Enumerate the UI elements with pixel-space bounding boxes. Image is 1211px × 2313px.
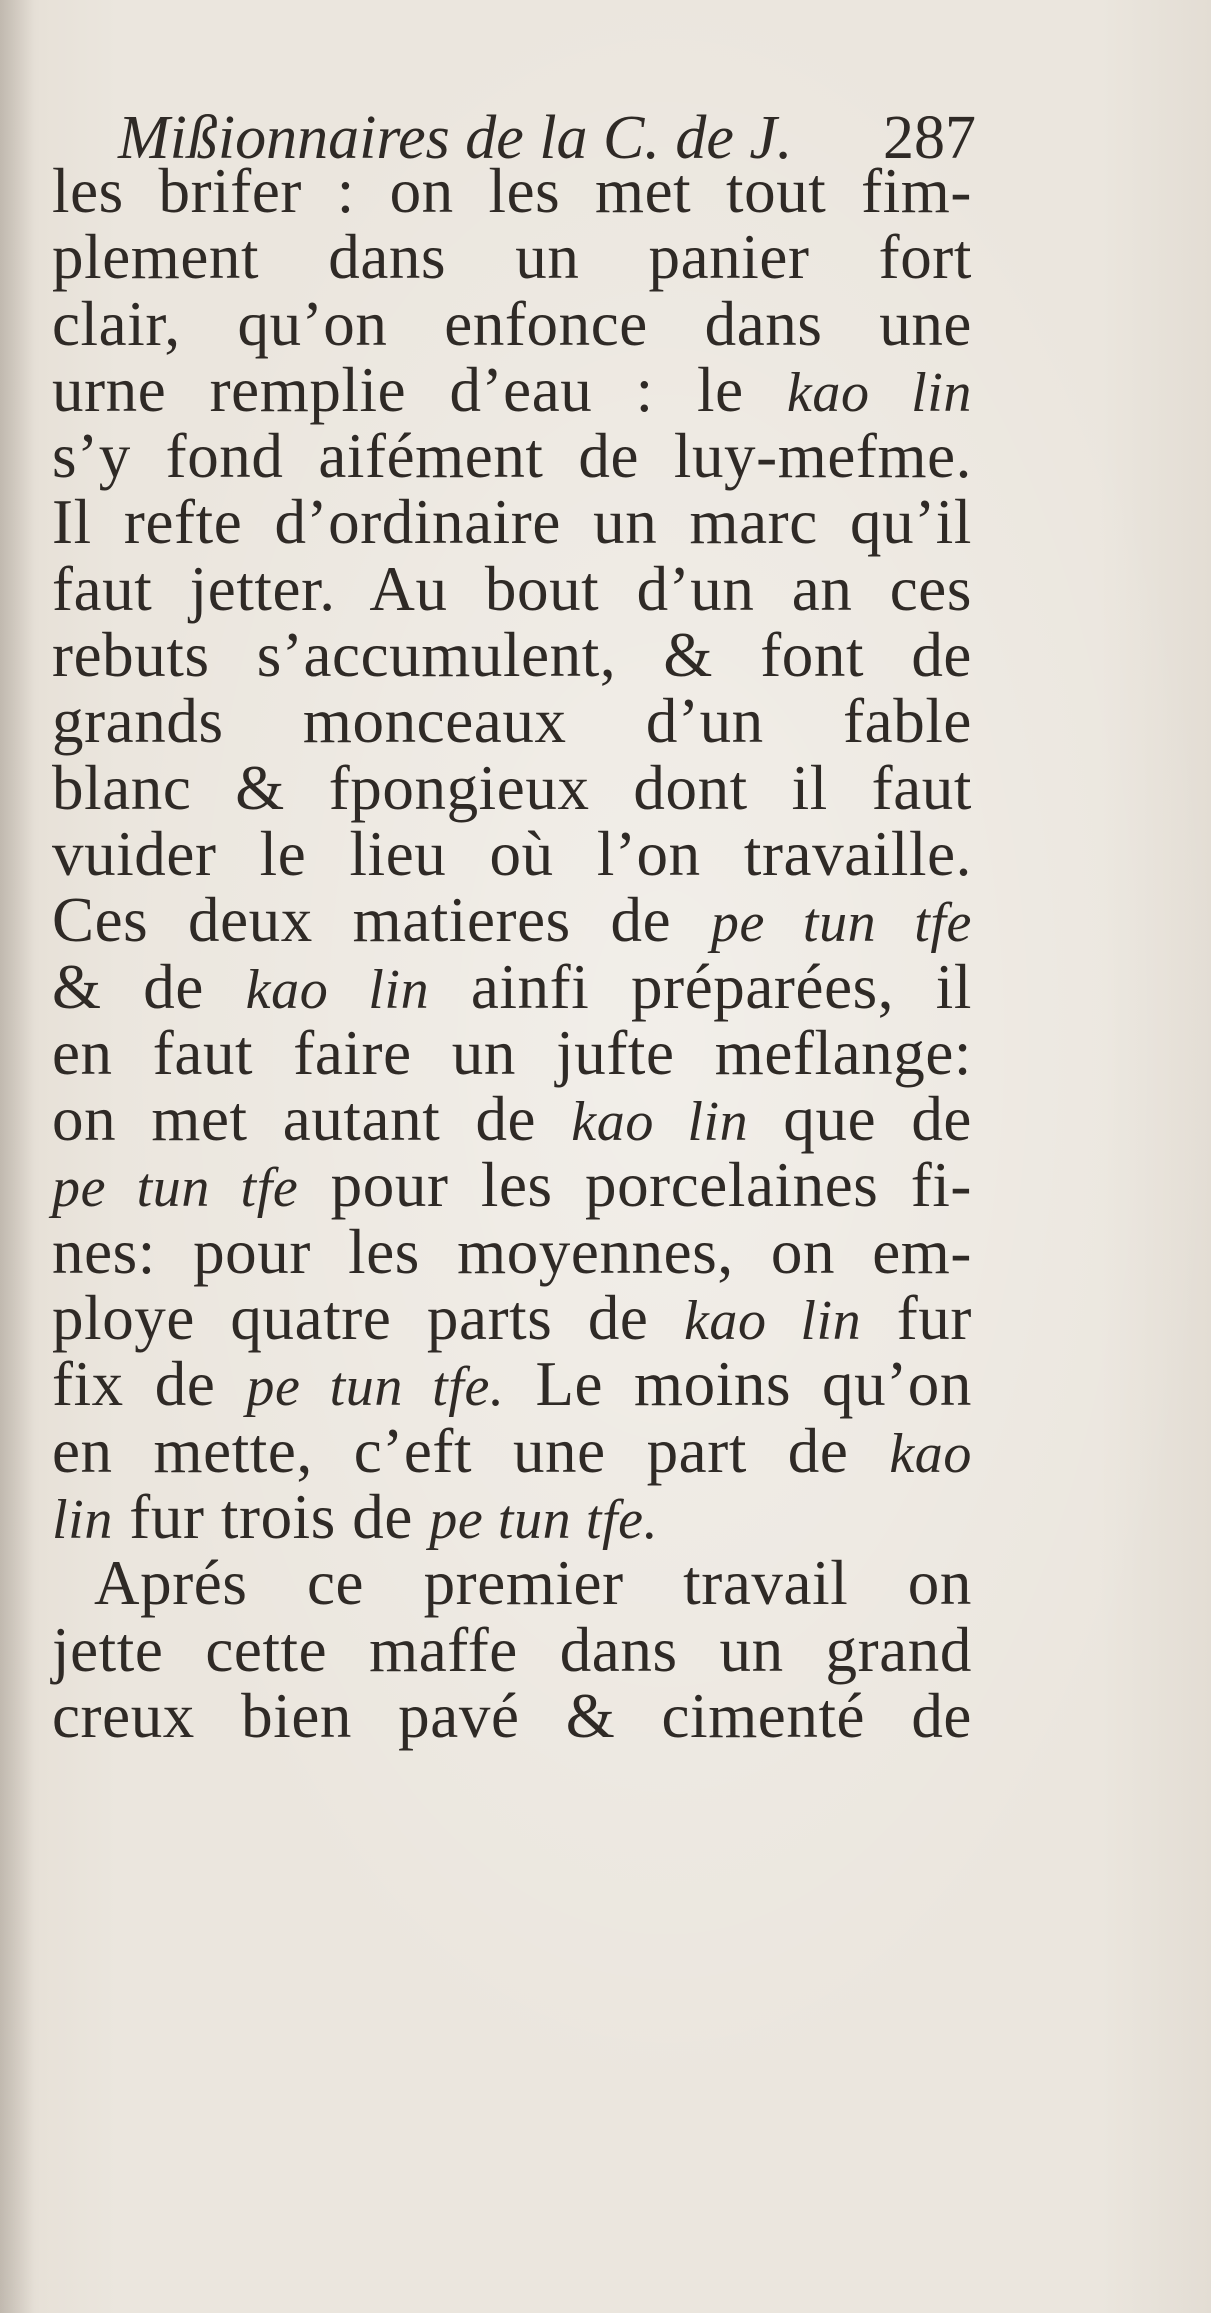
- text-run: Aprés ce premier travail on: [94, 1548, 972, 1619]
- text-line: [52, 1680, 972, 1751]
- italic-term: kao lin: [683, 1290, 862, 1353]
- text-run: faut jetter. Au bout d’un an ces: [52, 553, 972, 624]
- text-line: [52, 553, 972, 624]
- italic-term: kao lin: [245, 958, 430, 1021]
- text-run: rebuts s’accumulent, & font de: [52, 620, 972, 691]
- text-line: [52, 1415, 972, 1486]
- text-run: Ces deux matieres de: [52, 885, 711, 956]
- italic-term: kao: [889, 1422, 972, 1485]
- text-line: [52, 1283, 972, 1354]
- italic-term: pe tun tfe: [710, 892, 973, 955]
- text-line: [52, 1548, 972, 1619]
- page-number: 287: [883, 104, 976, 172]
- text-line: [52, 1614, 972, 1685]
- text-run: clair, qu’on enfonce dans une: [52, 288, 972, 359]
- text-run: que de: [748, 1084, 972, 1155]
- text-run: plement dans un panier fort: [52, 222, 972, 293]
- text-line: [52, 818, 972, 889]
- text-run: ploye quatre parts de: [52, 1283, 684, 1354]
- text-line: [52, 1349, 972, 1420]
- text-line: [52, 1150, 973, 1221]
- text-run: & de: [52, 951, 246, 1022]
- running-head-title: Mißionnaires de la C. de J.: [118, 104, 793, 172]
- text-run: en faut faire un jufte meflange:: [52, 1017, 972, 1088]
- text-line: [52, 951, 972, 1022]
- text-run: nes: pour les moyennes, on em-: [52, 1216, 972, 1287]
- text-line: [52, 421, 972, 492]
- italic-term: kao lin: [571, 1091, 749, 1154]
- text-run: jette cette maffe dans un grand: [52, 1614, 972, 1685]
- italic-term: lin: [52, 1488, 113, 1551]
- text-line: [52, 1481, 972, 1552]
- italic-term: pe tun tfe: [52, 1157, 299, 1220]
- text-line: [52, 1216, 972, 1287]
- text-line: [52, 487, 972, 558]
- text-line: [52, 222, 972, 293]
- text-run: fix de: [52, 1349, 247, 1420]
- text-run: on met autant de: [52, 1084, 572, 1155]
- text-line: [52, 1084, 972, 1155]
- text-run: s’y fond aifément de luy-mefme.: [52, 421, 972, 492]
- italic-term: kao lin: [786, 361, 972, 424]
- text-run: en mette, c’eft une part de: [52, 1415, 890, 1486]
- text-run: Le moins qu’on: [504, 1349, 972, 1420]
- text-run: les brifer : on les met tout fim-: [52, 156, 972, 226]
- text-run: vuider le lieu où l’on travaille.: [52, 818, 972, 889]
- italic-term: pe tun tfe.: [246, 1356, 505, 1419]
- text-run: fur trois de: [112, 1481, 430, 1552]
- body-text: [52, 158, 972, 1749]
- text-line: [52, 620, 972, 691]
- text-run: ainfi préparées, il: [429, 951, 972, 1022]
- text-run: pour les porcelaines fi-: [298, 1150, 973, 1221]
- text-run: blanc & fpongieux dont il faut: [52, 752, 972, 823]
- text-line: [52, 686, 972, 757]
- text-run: fur: [861, 1283, 972, 1354]
- text-line: [52, 752, 972, 823]
- text-run: urne remplie d’eau : le: [52, 354, 787, 425]
- text-line: [52, 158, 972, 224]
- text-line: [52, 288, 972, 359]
- text-line: [52, 1017, 972, 1088]
- text-line: [52, 885, 973, 956]
- text-run: creux bien pavé & cimenté de: [52, 1680, 972, 1751]
- italic-term: pe tun tfe.: [429, 1488, 659, 1551]
- text-line: [52, 354, 972, 425]
- gutter-shadow: [0, 0, 34, 2313]
- text-run: Il refte d’ordinaire un marc qu’il: [52, 487, 972, 558]
- text-run: grands monceaux d’un fable: [52, 686, 972, 757]
